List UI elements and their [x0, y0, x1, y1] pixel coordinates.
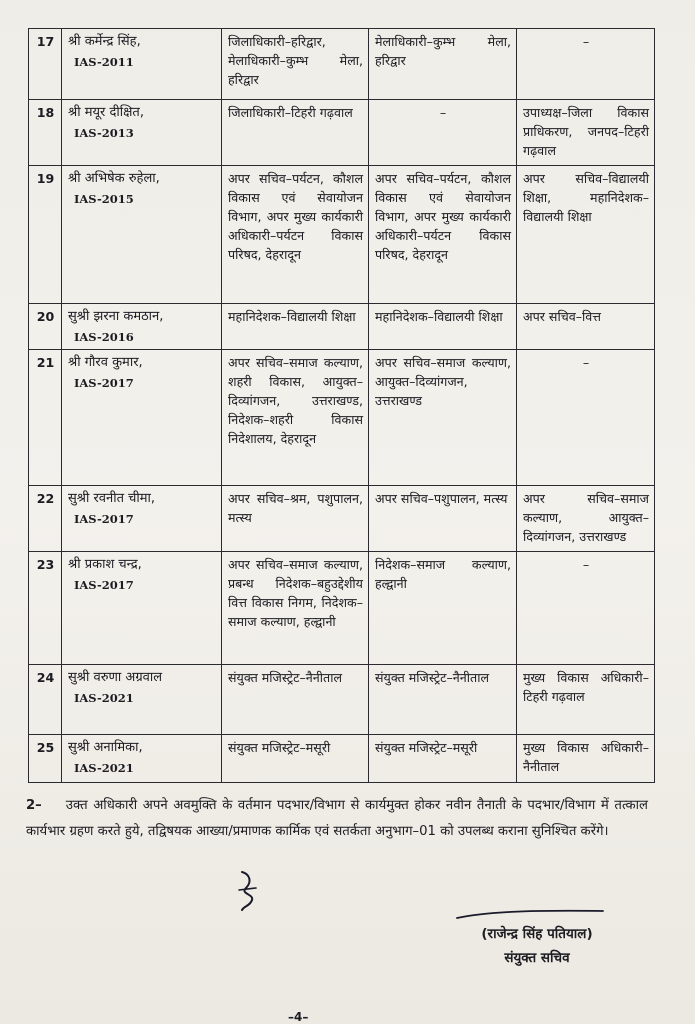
officer-cell [62, 166, 222, 304]
signature-stroke [455, 908, 605, 922]
additional-charge: – [517, 29, 655, 100]
officer-cell [62, 100, 222, 166]
row-number: 23 [29, 552, 62, 665]
officer-name: सुश्री अनामिका, [68, 740, 143, 755]
new-post: संयुक्त मजिस्ट्रेट–नैनीताल [369, 665, 517, 735]
officer-batch: IAS-2011 [74, 55, 134, 69]
new-post: निदेशक–समाज कल्याण, हल्द्वानी [369, 552, 517, 665]
table-row [29, 735, 655, 783]
officer-name: श्री प्रकाश चन्द्र, [68, 557, 142, 572]
additional-charge: अपर सचिव–वित्त [517, 304, 655, 350]
signatory-designation: संयुक्त सचिव [504, 950, 570, 966]
officer-cell [62, 552, 222, 665]
page-number: –4– [288, 1010, 309, 1024]
officer-name: श्री अभिषेक रुहेला, [68, 171, 160, 186]
table-row [29, 304, 655, 350]
current-post: जिलाधिकारी–टिहरी गढ़वाल [222, 100, 369, 166]
current-post: संयुक्त मजिस्ट्रेट–मसूरी [222, 735, 369, 783]
officer-batch: IAS-2015 [74, 192, 134, 206]
current-post: संयुक्त मजिस्ट्रेट–नैनीताल [222, 665, 369, 735]
table-row [29, 665, 655, 735]
additional-charge: मुख्य विकास अधिकारी–नैनीताल [517, 735, 655, 783]
additional-charge: अपर सचिव–विद्यालयी शिक्षा, महानिदेशक–विद्यालयी शिक्षा [517, 166, 655, 304]
additional-charge: अपर सचिव–समाज कल्याण, आयुक्त–दिव्यांगजन, उत्तराखण्ड [517, 486, 655, 552]
officer-name: सुश्री वरुणा अग्रवाल [68, 670, 163, 685]
officer-cell [62, 486, 222, 552]
new-post: संयुक्त मजिस्ट्रेट–मसूरी [369, 735, 517, 783]
table-row [29, 486, 655, 552]
new-post: महानिदेशक–विद्यालयी शिक्षा [369, 304, 517, 350]
row-number: 20 [29, 304, 62, 350]
paragraph-text: उक्त अधिकारी अपने अवमुक्ति के वर्तमान पदभार/विभाग से कार्यमुक्त होकर नवीन तैनाती के पदभार/विभाग में तत्काल कार्यभार ग्रहण करते हुये, तद्विषयक आख्या/प्रमाणक कार्मिक एवं सतर्कता अनुभाग–01 को उपलब्ध कराना सुनिश्चित करेंगे। [26, 798, 648, 839]
officer-batch: IAS-2021 [74, 761, 134, 775]
current-post: अपर सचिव–समाज कल्याण, प्रबन्ध निदेशक–बहुउद्देशीय वित्त विकास निगम, निदेशक–समाज कल्याण, हल्द्वानी [222, 552, 369, 665]
new-post: अपर सचिव–पशुपालन, मत्स्य [369, 486, 517, 552]
officer-name: श्री मयूर दीक्षित, [68, 105, 144, 120]
officer-batch: IAS-2013 [74, 126, 134, 140]
row-number: 22 [29, 486, 62, 552]
officer-batch: IAS-2017 [74, 578, 134, 592]
officer-name: सुश्री झरना कमठान, [68, 309, 164, 324]
officer-cell [62, 665, 222, 735]
row-number: 19 [29, 166, 62, 304]
new-post: – [369, 100, 517, 166]
current-post: जिलाधिकारी–हरिद्वार, मेलाधिकारी–कुम्भ मेला, हरिद्वार [222, 29, 369, 100]
transfer-table [28, 28, 655, 783]
paragraph-number: 2– [26, 798, 42, 813]
officer-batch: IAS-2021 [74, 691, 134, 705]
officer-cell [62, 735, 222, 783]
additional-charge: मुख्य विकास अधिकारी–टिहरी गढ़वाल [517, 665, 655, 735]
additional-charge: – [517, 350, 655, 486]
instruction-paragraph [26, 793, 648, 845]
row-number: 17 [29, 29, 62, 100]
row-number: 24 [29, 665, 62, 735]
officer-name: श्री कर्मेन्द्र सिंह, [68, 34, 141, 49]
officer-batch: IAS-2017 [74, 376, 134, 390]
current-post: अपर सचिव–श्रम, पशुपालन, मत्स्य [222, 486, 369, 552]
table-row [29, 552, 655, 665]
table-row [29, 166, 655, 304]
current-post: अपर सचिव–समाज कल्याण, शहरी विकास, आयुक्त–दिव्यांगजन, उत्तराखण्ड, निदेशक–शहरी विकास निदेशालय, देहरादून [222, 350, 369, 486]
row-number: 25 [29, 735, 62, 783]
row-number: 18 [29, 100, 62, 166]
table-row [29, 350, 655, 486]
additional-charge: उपाध्यक्ष–जिला विकास प्राधिकरण, जनपद–टिहरी गढ़वाल [517, 100, 655, 166]
new-post: अपर सचिव–पर्यटन, कौशल विकास एवं सेवायोजन विभाग, अपर मुख्य कार्यकारी अधिकारी–पर्यटन विकास परिषद, देहरादून [369, 166, 517, 304]
current-post: अपर सचिव–पर्यटन, कौशल विकास एवं सेवायोजन विभाग, अपर मुख्य कार्यकारी अधिकारी–पर्यटन विकास परिषद, देहरादून [222, 166, 369, 304]
handwritten-initials [236, 866, 260, 912]
new-post: अपर सचिव–समाज कल्याण, आयुक्त–दिव्यांगजन, उत्तराखण्ड [369, 350, 517, 486]
signatory-name: (राजेन्द्र सिंह पतियाल) [481, 926, 593, 942]
table-row [29, 29, 655, 100]
new-post: मेलाधिकारी–कुम्भ मेला, हरिद्वार [369, 29, 517, 100]
row-number: 21 [29, 350, 62, 486]
officer-cell [62, 350, 222, 486]
officer-name: सुश्री रवनीत चीमा, [68, 491, 156, 506]
officer-cell [62, 29, 222, 100]
officer-name: श्री गौरव कुमार, [68, 355, 143, 370]
officer-batch: IAS-2017 [74, 512, 134, 526]
current-post: महानिदेशक–विद्यालयी शिक्षा [222, 304, 369, 350]
additional-charge: – [517, 552, 655, 665]
transfer-table-body [29, 29, 655, 783]
table-row [29, 100, 655, 166]
officer-batch: IAS-2016 [74, 330, 134, 344]
officer-cell [62, 304, 222, 350]
